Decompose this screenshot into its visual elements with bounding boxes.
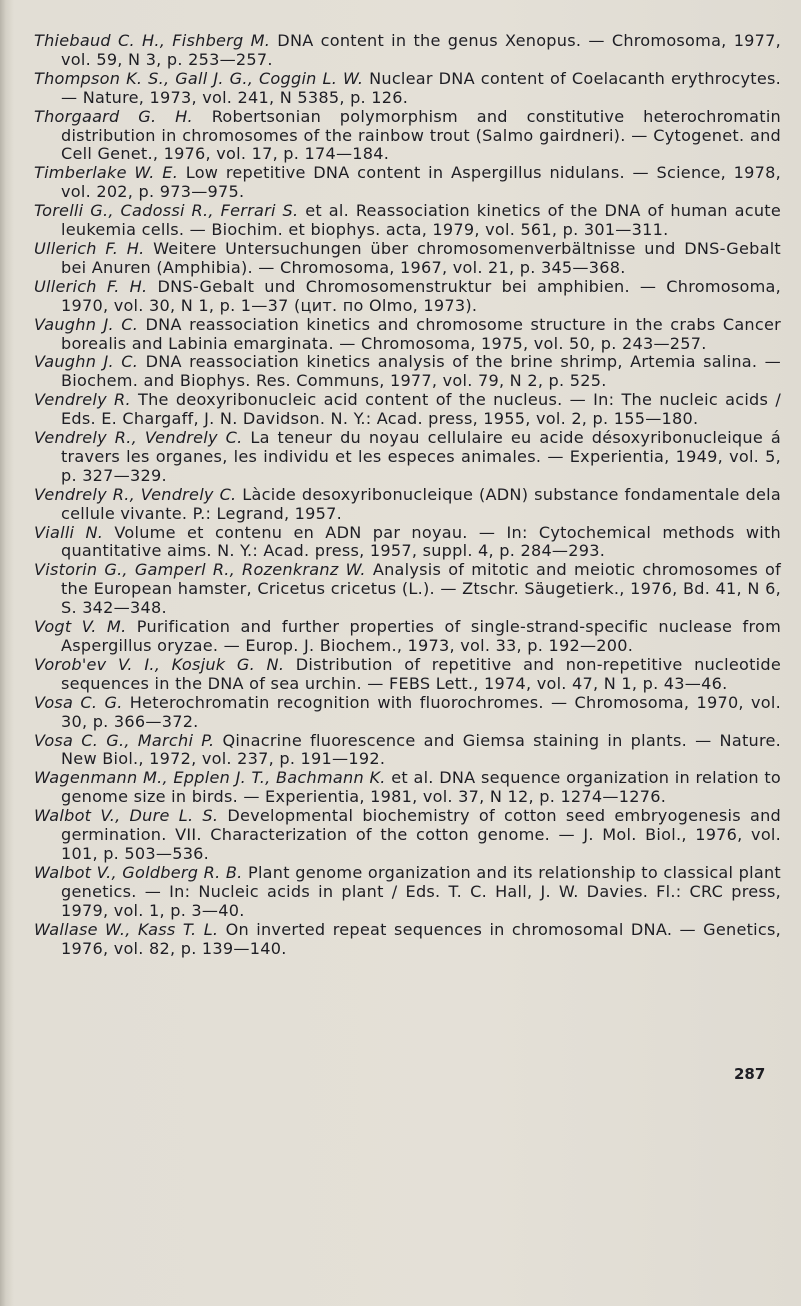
reference-entry xyxy=(34,391,781,429)
reference-authors: Torelli G., Cadossi R., Ferrari S. xyxy=(34,201,299,221)
reference-authors: Walbot V., Dure L. S. xyxy=(34,806,219,826)
reference-authors: Vaughn J. C. xyxy=(34,314,139,334)
reference-entry xyxy=(34,618,781,656)
reference-text: Purification and further properties of single-strand-specific nuclease from Aspergillus oryzae. — Europ. J. Biochem., 1973, vol. 33, p. 192—200. xyxy=(61,617,781,655)
reference-authors: Vorob'ev V. I., Kosjuk G. N. xyxy=(34,654,285,674)
reference-authors: Vendrely R., Vendrely C. xyxy=(34,428,243,448)
reference-text: Low repetitive DNA content in Aspergillus nidulans. — Science, 1978, vol. 202, p. 973—975. xyxy=(61,163,781,202)
reference-authors: Vogt V. M. xyxy=(34,617,127,637)
reference-text: Làcide desoxyribonucleique (ADN) substance fondamentale dela cellule vivante. P.: Legrand, 1957. xyxy=(61,484,781,523)
reference-text: et al. Reassociation kinetics of the DNA of human acute leukemia cells. — Biochim. et biophys. acta, 1979, vol. 561, p. 301—311. xyxy=(61,201,781,240)
reference-text: La teneur du noyau cellulaire eu acide désoxyribonucleique á travers les organes, les individu et les especes animales. — Experientia, 1949, vol. 5, p. 327—329. xyxy=(61,428,781,485)
reference-entry xyxy=(34,164,781,202)
reference-entry xyxy=(34,486,781,524)
reference-text: et al. DNA sequence organization in relation to genome size in birds. — Experientia, 1981, vol. 37, N 12, p. 1274—1276. xyxy=(61,768,781,807)
reference-authors: Thompson K. S., Gall J. G., Coggin L. W. xyxy=(34,68,364,88)
page-number: 287 xyxy=(734,1065,766,1083)
reference-text: On inverted repeat sequences in chromosomal DNA. — Genetics, 1976, vol. 82, p. 139—140. xyxy=(61,919,781,958)
reference-entry xyxy=(34,429,781,486)
reference-authors: Vosa C. G., Marchi P. xyxy=(34,730,215,750)
reference-authors: Timberlake W. E. xyxy=(34,163,179,183)
reference-text: Plant genome organization and its relationship to classical plant genetics. — In: Nucleic acids in plant / Eds. T. C. Hall, J. W. Davies. Fl.: CRC press, 1979, vol. 1, p. 3—40. xyxy=(61,862,781,920)
reference-authors: Vosa C. G. xyxy=(34,692,123,712)
reference-text: Weitere Untersuchungen über chromosomenverbältnisse und DNS-Gebalt bei Anuren (Amphibia). — Chromosoma, 1967, vol. 21, p. 345—368. xyxy=(61,238,781,277)
reference-authors: Walbot V., Goldberg R. B. xyxy=(34,862,243,882)
reference-text: Robertsonian polymorphism and constitutive heterochromatin distribution in chromosomes of the rainbow trout (Salmo gairdneri). — Cytogenet. and Cell Genet., 1976, vol. 17, p. 174—184. xyxy=(61,106,781,164)
reference-entry xyxy=(34,732,781,770)
reference-list xyxy=(34,32,781,958)
reference-authors: Ullerich F. H. xyxy=(34,276,148,296)
reference-entry xyxy=(34,561,781,618)
reference-text: DNS-Gebalt und Chromosomenstruktur bei amphibien. — Chromosoma, 1970, vol. 30, N 1, p. 1—37 (цит. по Olmo, 1973). xyxy=(61,276,781,315)
reference-entry xyxy=(34,240,781,278)
reference-text: Qinacrine fluorescence and Giemsa staining in plants. — Nature. New Biol., 1972, vol. 237, p. 191—192. xyxy=(61,730,781,769)
reference-authors: Vialli N. xyxy=(34,522,104,542)
reference-authors: Ullerich F. H. xyxy=(34,238,145,258)
reference-authors: Thorgaard G. H. xyxy=(34,106,193,126)
reference-entry xyxy=(34,108,781,165)
reference-text: DNA reassociation kinetics analysis of the brine shrimp, Artemia salina. — Biochem. and Biophys. Res. Communs, 1977, vol. 79, N 2, p. 525. xyxy=(61,352,781,391)
reference-entry xyxy=(34,769,781,807)
reference-authors: Vaughn J. C. xyxy=(34,352,139,372)
reference-authors: Vendrely R., Vendrely C. xyxy=(34,484,237,504)
reference-text: Distribution of repetitive and non-repetitive nucleotide sequences in the DNA of sea urchin. — FEBS Lett., 1974, vol. 47, N 1, p. 43—46. xyxy=(61,654,781,693)
reference-text: Volume et contenu en ADN par noyau. — In: Cytochemical methods with quantitative aims. N. Y.: Acad. press, 1957, suppl. 4, p. 284—293. xyxy=(61,522,781,561)
reference-entry xyxy=(34,353,781,391)
reference-entry xyxy=(34,656,781,694)
reference-text: Developmental biochemistry of cotton seed embryogenesis and germination. VII. Characterization of the cotton genome. — J. Mol. Biol., 1976, vol. 101, p. 503—536. xyxy=(61,806,781,863)
reference-entry xyxy=(34,524,781,562)
reference-entry xyxy=(34,70,781,108)
reference-authors: Wagenmann M., Epplen J. T., Bachmann K. xyxy=(34,768,386,788)
reference-entry xyxy=(34,864,781,921)
reference-text: DNA content in the genus Xenopus. — Chromosoma, 1977, vol. 59, N 3, p. 253—257. xyxy=(61,31,782,69)
reference-text: The deoxyribonucleic acid content of the nucleus. — In: The nucleic acids / Eds. E. Chargaff, J. N. Davidson. N. Y.: Acad. press, 1955, vol. 2, p. 155—180. xyxy=(61,390,781,429)
reference-authors: Wallase W., Kass T. L. xyxy=(34,919,219,939)
reference-entry xyxy=(34,202,781,240)
reference-entry xyxy=(34,921,781,959)
reference-text: Analysis of mitotic and meiotic chromosomes of the European hamster, Cricetus cricetus (L.). — Ztschr. Säugetierk., 1976, Bd. 41, N 6, S. 342—348. xyxy=(61,560,781,618)
reference-text: Nuclear DNA content of Coelacanth erythrocytes. — Nature, 1973, vol. 241, N 5385, p. 126. xyxy=(61,68,781,107)
reference-entry xyxy=(34,807,781,864)
reference-entry xyxy=(34,316,781,354)
reference-entry xyxy=(34,32,781,70)
reference-authors: Vendrely R. xyxy=(34,390,131,410)
reference-entry xyxy=(34,278,781,316)
reference-text: Heterochromatin recognition with fluorochromes. — Chromosoma, 1970, vol. 30, p. 366—372. xyxy=(61,692,781,731)
reference-entry xyxy=(34,694,781,732)
reference-authors: Vistorin G., Gamperl R., Rozenkranz W. xyxy=(34,560,366,580)
reference-text: DNA reassociation kinetics and chromosome structure in the crabs Cancer borealis and Labinia emarginata. — Chromosoma, 1975, vol. 50, p. 243—257. xyxy=(61,314,782,353)
reference-authors: Thiebaud C. H., Fishberg M. xyxy=(34,31,271,50)
